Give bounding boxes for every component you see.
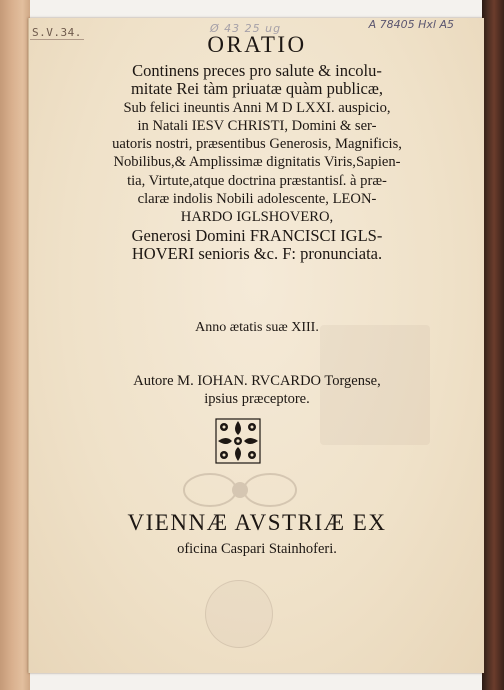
pencil-note: Ø 43 25 ug bbox=[210, 22, 282, 35]
body-line: Sub felici ineuntis Anni M D LXXI. auspicio, bbox=[123, 99, 391, 116]
book-binding bbox=[0, 0, 30, 690]
body-line: claræ indolis Nobili adolescente, LEON- bbox=[137, 191, 377, 208]
imprint-printer: oficina Caspari Stainhoferi. bbox=[177, 541, 337, 557]
body-line: HARDO IGLSHOVERO, bbox=[180, 209, 334, 226]
body-line: HOVERI senioris &c. F: pronunciata. bbox=[131, 243, 383, 263]
imprint-city: VIENNÆ AVSTRIÆ EX bbox=[127, 510, 387, 535]
shelfmark-left: S.V.34. bbox=[32, 26, 82, 39]
author-line: ipsius præceptore. bbox=[204, 391, 310, 407]
book-cover-edge bbox=[482, 0, 504, 690]
title-body bbox=[52, 62, 462, 263]
document-title: ORATIO bbox=[207, 32, 307, 57]
age-line: Anno ætatis suæ XIII. bbox=[195, 320, 319, 335]
body-line: Continens preces pro salute & incolu- bbox=[132, 61, 382, 80]
show-through-ornament bbox=[180, 470, 300, 510]
body-line: tia, Virtute,atque doctrina præstantisſ. à præ- bbox=[127, 172, 387, 189]
body-line: Nobilibus,& Amplissimæ dignitatis Viris,Sapien- bbox=[113, 154, 401, 171]
author-block bbox=[52, 372, 462, 408]
faint-library-stamp bbox=[205, 580, 273, 648]
body-line: uatoris nostri, præsentibus Generosis, Magnificis, bbox=[112, 136, 402, 153]
author-line: Autore M. IOHAN. RVCARDO Torgense, bbox=[133, 373, 381, 389]
body-line: in Natali IESV CHRISTI, Domini & ser- bbox=[137, 117, 377, 134]
printers-ornament-icon bbox=[215, 418, 261, 464]
shelfmark-right: A 78405 Hxl A5 bbox=[368, 18, 454, 31]
body-line: Generosi Domini FRANCISCI IGLS- bbox=[131, 225, 383, 245]
body-line: mitate Rei tàm priuatæ quàm publicæ, bbox=[130, 79, 384, 99]
